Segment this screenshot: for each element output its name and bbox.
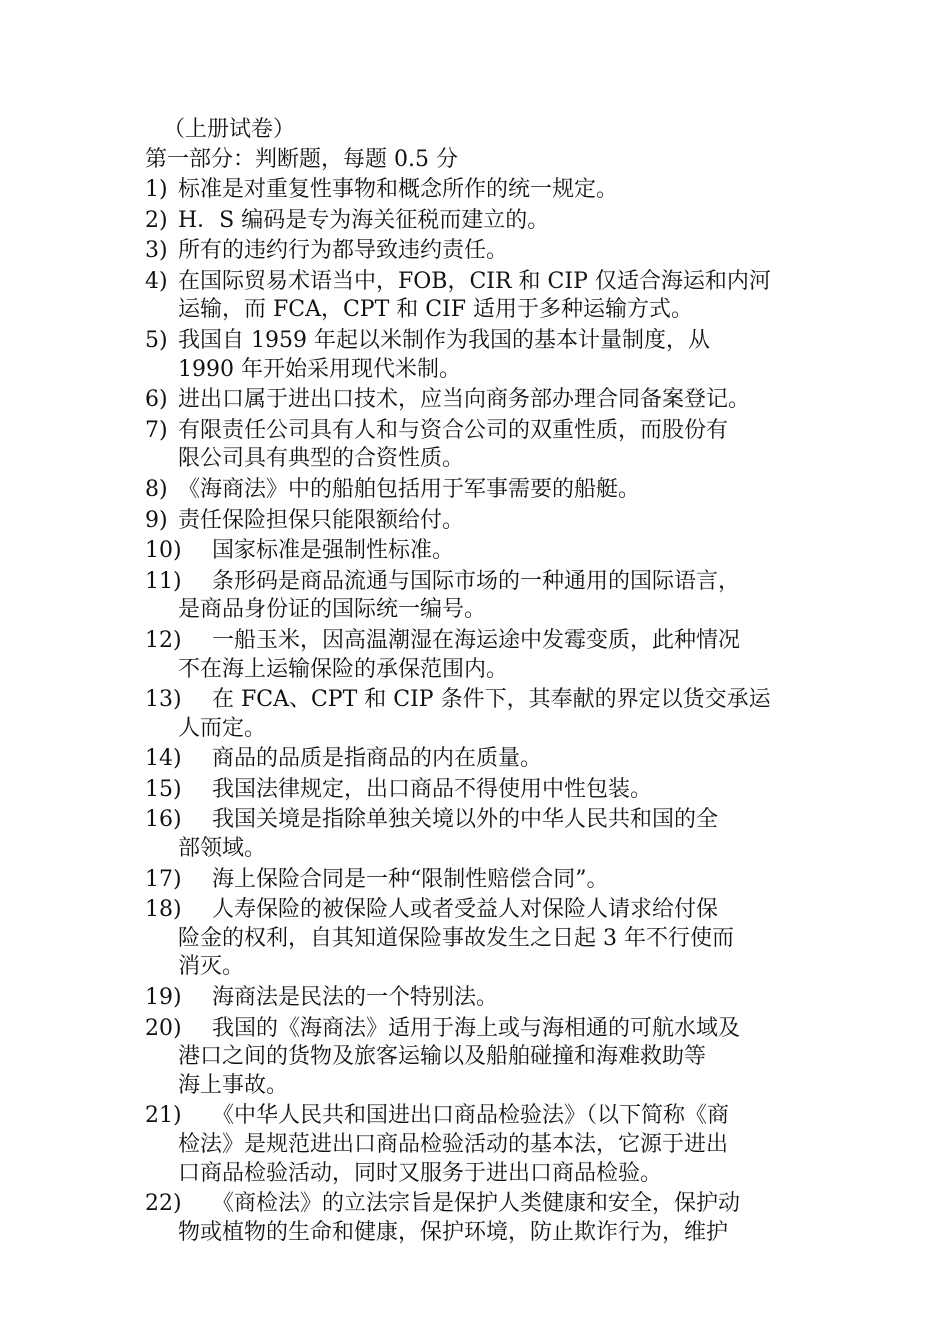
- list-item: [145, 1015, 825, 1101]
- section-heading: 第一部分：判断题，每题 0.5 分: [145, 147, 458, 172]
- list-item: [145, 627, 825, 684]
- list-item: [145, 237, 825, 266]
- list-item: [145, 268, 825, 325]
- item-text: [178, 1190, 815, 1247]
- item-text-line: 口商品检验活动，同时又服务于进出口商品检验。: [178, 1160, 663, 1186]
- item-text: [178, 806, 815, 863]
- item-text-line: 我国关境是指除单独关境以外的中华人民共和国的全: [212, 807, 719, 833]
- item-text-line: 在 FCA、CPT 和 CIP 条件下，其奉献的界定以货交承运: [212, 687, 771, 713]
- item-text: [178, 268, 813, 325]
- item-text-line: 海上保险合同是一种“限制性赔偿合同”。: [212, 866, 609, 892]
- document-page: [145, 116, 825, 1249]
- item-text: [178, 476, 813, 505]
- item-text: [178, 327, 813, 384]
- item-text: [178, 686, 815, 743]
- item-text-line: H．S 编码是专为海关征税而建立的。: [178, 207, 550, 233]
- item-number: 17): [145, 866, 182, 892]
- item-text-line: 海上事故。: [178, 1072, 289, 1098]
- list-item: [145, 1102, 825, 1188]
- item-text-line: 我国的《海商法》适用于海上或与海相通的可航水域及: [212, 1015, 741, 1041]
- item-text: [212, 984, 815, 1013]
- list-item: [145, 806, 825, 863]
- question-list: [145, 176, 825, 1247]
- item-text: [212, 776, 815, 805]
- item-text-line: 是商品身份证的国际统一编号。: [178, 597, 487, 623]
- item-text-line: 进出口属于进出口技术，应当向商务部办理合同备案登记。: [178, 387, 751, 413]
- item-text-line: 所有的违约行为都导致违约责任。: [178, 238, 509, 264]
- list-item: [145, 327, 825, 384]
- item-number: 8): [145, 476, 168, 502]
- item-text: [178, 1015, 815, 1101]
- item-text: [212, 537, 815, 566]
- item-text: [178, 568, 815, 625]
- item-text-line: 运输，而 FCA，CPT 和 CIF 适用于多种运输方式。: [178, 297, 694, 323]
- item-number: 19): [145, 985, 182, 1011]
- document-subtitle: （上册试卷）: [163, 117, 296, 142]
- item-text-line: 不在海上运输保险的承保范围内。: [178, 656, 509, 682]
- item-text-line: 部领域。: [178, 836, 267, 862]
- item-number: 4): [145, 268, 168, 294]
- item-text-line: 港口之间的货物及旅客运输以及船舶碰撞和海难救助等: [178, 1044, 707, 1070]
- item-text-line: 人而定。: [178, 715, 267, 741]
- item-text: [178, 507, 813, 536]
- item-number: 6): [145, 387, 168, 413]
- item-text-line: 1990 年开始采用现代米制。: [178, 356, 461, 382]
- list-item: [145, 686, 825, 743]
- item-number: 9): [145, 507, 168, 533]
- list-item: [145, 776, 825, 805]
- list-item: [145, 984, 825, 1013]
- item-number: 1): [145, 177, 168, 202]
- item-text-line: 国家标准是强制性标准。: [212, 538, 455, 564]
- item-number: 13): [145, 687, 182, 713]
- item-number: 12): [145, 627, 182, 653]
- item-text: [178, 417, 813, 474]
- item-text-line: 条形码是商品流通与国际市场的一种通用的国际语言，: [212, 568, 741, 594]
- item-text-line: 物或植物的生命和健康，保护环境，防止欺诈行为，维护: [178, 1219, 729, 1245]
- item-number: 3): [145, 238, 168, 264]
- item-number: 18): [145, 897, 182, 923]
- item-text-line: 商品的品质是指商品的内在质量。: [212, 746, 543, 772]
- list-item: [145, 176, 825, 205]
- item-text-line: 限公司具有典型的合资性质。: [178, 446, 465, 472]
- item-number: 20): [145, 1015, 182, 1041]
- item-text: [178, 896, 815, 982]
- item-text-line: 我国法律规定，出口商品不得使用中性包装。: [212, 776, 653, 802]
- item-number: 5): [145, 327, 168, 353]
- item-number: 7): [145, 417, 168, 443]
- item-text: [212, 745, 815, 774]
- item-text: [178, 207, 813, 236]
- item-number: 14): [145, 746, 182, 772]
- list-item: [145, 866, 825, 895]
- item-number: 10): [145, 538, 182, 564]
- item-number: 15): [145, 776, 182, 802]
- item-text-line: 人寿保险的被保险人或者受益人对保险人请求给付保: [212, 897, 719, 923]
- item-text-line: 我国自 1959 年起以米制作为我国的基本计量制度，从: [178, 327, 710, 353]
- list-item: [145, 1190, 825, 1247]
- list-item: [145, 507, 825, 536]
- item-number: 21): [145, 1103, 182, 1129]
- item-text-line: 海商法是民法的一个特别法。: [212, 985, 499, 1011]
- item-text-line: 有限责任公司具有人和与资合公司的双重性质，而股份有: [178, 417, 729, 443]
- item-number: 11): [145, 568, 182, 594]
- item-text-line: 消灭。: [178, 954, 245, 980]
- list-item: [145, 568, 825, 625]
- list-item: [145, 207, 825, 236]
- item-text-line: 检法》是规范进出口商品检验活动的基本法，它源于进出: [178, 1132, 729, 1157]
- item-text: [178, 386, 813, 415]
- list-item: [145, 476, 825, 505]
- list-item: [145, 745, 825, 774]
- item-text-line: 《商检法》的立法宗旨是保护人类健康和安全，保护动: [212, 1191, 741, 1217]
- list-item: [145, 386, 825, 415]
- item-text: [178, 627, 815, 684]
- item-number: 2): [145, 207, 168, 233]
- item-text: [212, 866, 815, 895]
- item-text-line: 一船玉米，因高温潮湿在海运途中发霉变质，此种情况: [212, 627, 741, 653]
- item-text-line: 险金的权利，自其知道保险事故发生之日起 3 年不行使而: [178, 925, 734, 951]
- list-item: [145, 417, 825, 474]
- item-text-line: 责任保险担保只能限额给付。: [178, 507, 465, 533]
- item-text: [178, 237, 813, 266]
- item-text: [178, 1102, 815, 1188]
- item-text-line: 标准是对重复性事物和概念所作的统一规定。: [178, 177, 619, 202]
- item-text: [178, 176, 813, 205]
- item-text-line: 在国际贸易术语当中，FOB，CIR 和 CIP 仅适合海运和内河: [178, 268, 771, 294]
- item-number: 22): [145, 1191, 182, 1217]
- list-item: [145, 896, 825, 982]
- list-item: [145, 537, 825, 566]
- item-text-line: 《中华人民共和国进出口商品检验法》（以下简称《商: [212, 1103, 730, 1129]
- item-text-line: 《海商法》中的船舶包括用于军事需要的船艇。: [178, 476, 641, 502]
- item-number: 16): [145, 807, 182, 833]
